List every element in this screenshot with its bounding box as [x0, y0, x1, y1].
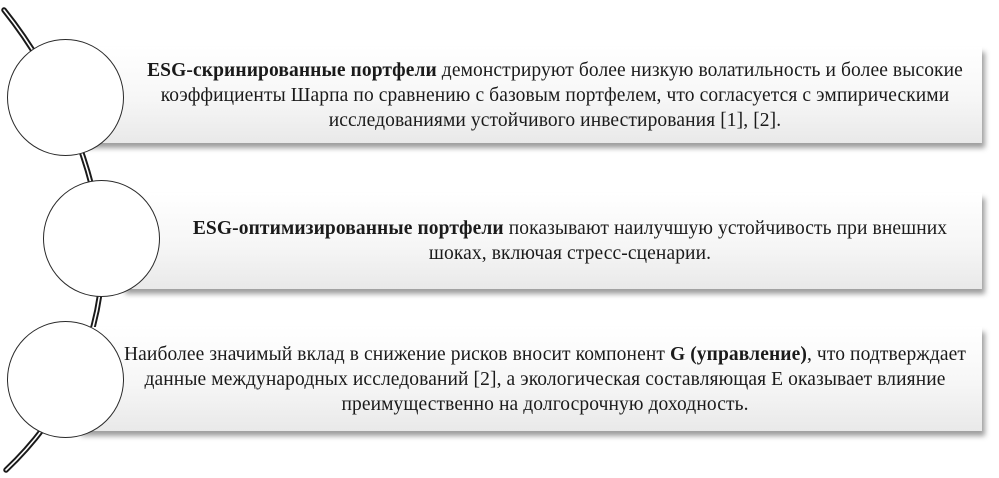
- item-text-2: [168, 216, 972, 266]
- item-1-bold: ESG-скринированные портфели: [147, 59, 437, 81]
- bullet-circle-2: [43, 180, 160, 297]
- item-card-3: [78, 327, 982, 431]
- bullet-circle-1: [7, 39, 124, 156]
- item-2-bold: ESG-оптимизированные портфели: [192, 218, 504, 239]
- item-3-bold: G (управление): [669, 343, 807, 365]
- item-3-lead: Наиболее значимый вклад в снижение рисков вносит компонент: [123, 343, 670, 365]
- bullet-circle-3: [7, 321, 124, 438]
- item-card-1: [78, 47, 982, 143]
- item-2-body: показывают наилучшую устойчивость при внешних шоках, включая стресс-сценарии.: [428, 218, 948, 264]
- item-text-3: [120, 342, 970, 417]
- item-1-body: демонстрируют более низкую волатильность и более высокие коэффициенты Шарпа по сравнению с базовым портфелем, что согласуется с эмпирическими исследованиями устойчивого инвестирования [1], [2].: [160, 59, 963, 131]
- item-text-1: [140, 58, 970, 133]
- item-3-body: , что подтверждает данные международных исследований [2], а экологическая составляющая Е оказывает влияние преимущественно на долгосрочную доходность.: [144, 343, 967, 415]
- item-card-2: [122, 193, 982, 289]
